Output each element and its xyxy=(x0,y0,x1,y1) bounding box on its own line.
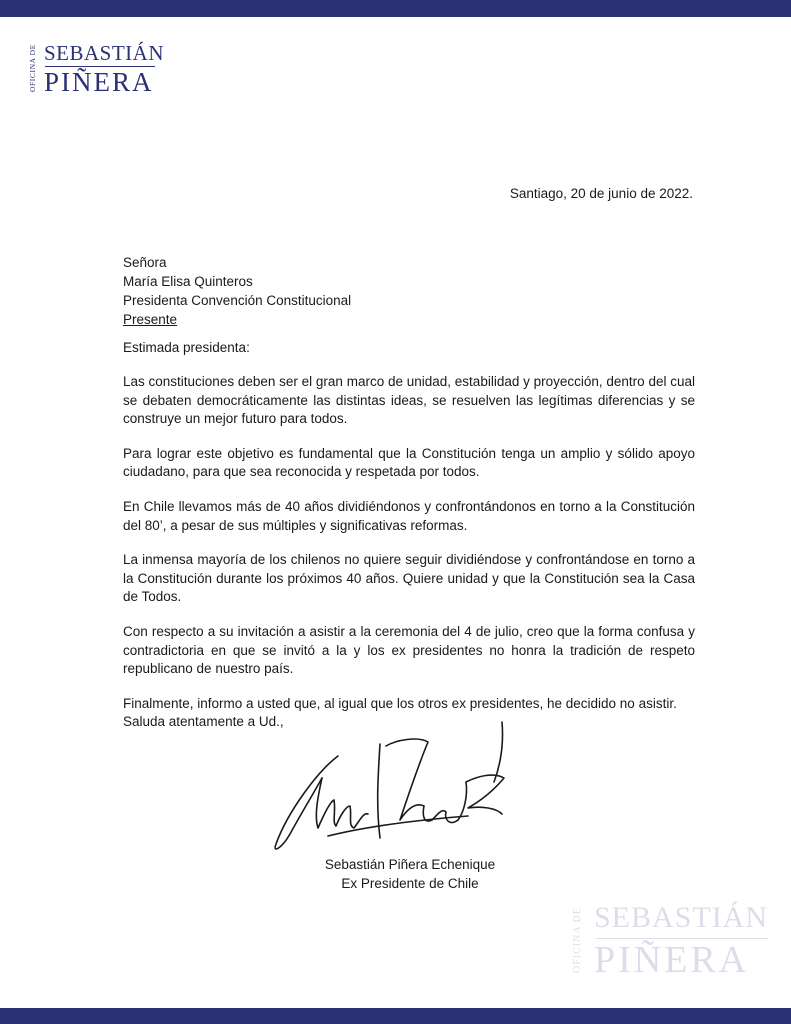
logo-first-name: SEBASTIÁN xyxy=(44,41,165,65)
closing-line: Saluda atentamente a Ud., xyxy=(123,714,284,729)
body-paragraph: Las constituciones deben ser el gran marco de unidad, estabilidad y proyección, dentro del cual se debaten democráticamente las distintas ideas, se resuelven las legítimas diferencias y se construye un mejor futuro para todos. xyxy=(123,374,695,427)
watermark-vertical-text: OFICINA DE xyxy=(572,907,583,973)
watermark-logo xyxy=(572,898,772,984)
letterhead-logo xyxy=(28,40,165,98)
bottom-color-band xyxy=(0,1008,791,1024)
body-paragraph: En Chile llevamos más de 40 años dividiéndonos y confrontándonos en torno a la Constitución del 80’, a pesar de sus múltiples y significativas reformas. xyxy=(123,498,695,533)
handwritten-signature xyxy=(268,716,528,866)
signer-block xyxy=(320,856,500,893)
body-paragraph: Finalmente, informo a usted que, al igual que los otros ex presidentes, he decidido no asistir. xyxy=(123,695,677,711)
letter-date: Santiago, 20 de junio de 2022. xyxy=(509,186,693,201)
salutation: Estimada presidenta: xyxy=(123,340,250,355)
recipient-name: María Elisa Quinteros xyxy=(123,274,253,289)
body-paragraph: Para lograr este objetivo es fundamental que la Constitución tenga un amplio y sólido apoyo ciudadano, para que sea reconocida y respetada por todos. xyxy=(123,445,695,480)
watermark-last-name: PIÑERA xyxy=(594,939,750,981)
recipient-title: Señora xyxy=(123,255,167,270)
signer-name: Sebastián Piñera Echenique xyxy=(324,857,496,872)
body-paragraph: Con respecto a su invitación a asistir a la ceremonia del 4 de julio, creo que la forma confusa y contradictoria en que se invitó a la y los ex presidentes no honra la tradición de respeto republicano de nuestro país. xyxy=(123,623,695,677)
recipient-block xyxy=(123,253,351,329)
body-paragraph: La inmensa mayoría de los chilenos no quiere seguir dividiéndose y confrontándose en torno a la Constitución durante los próximos 40 años. Quiere unidad y que la Constitución sea la Casa de Todos. xyxy=(123,552,695,605)
recipient-present: Presente xyxy=(123,312,178,327)
logo-last-name: PIÑERA xyxy=(44,67,154,97)
watermark-first-name: SEBASTIÁN xyxy=(594,901,769,934)
top-color-band xyxy=(0,0,791,17)
recipient-role: Presidenta Convención Constitucional xyxy=(123,293,352,308)
logo-vertical-text: OFICINA DE xyxy=(28,44,37,92)
signer-title: Ex Presidente de Chile xyxy=(341,875,479,891)
letter-body xyxy=(123,373,695,729)
